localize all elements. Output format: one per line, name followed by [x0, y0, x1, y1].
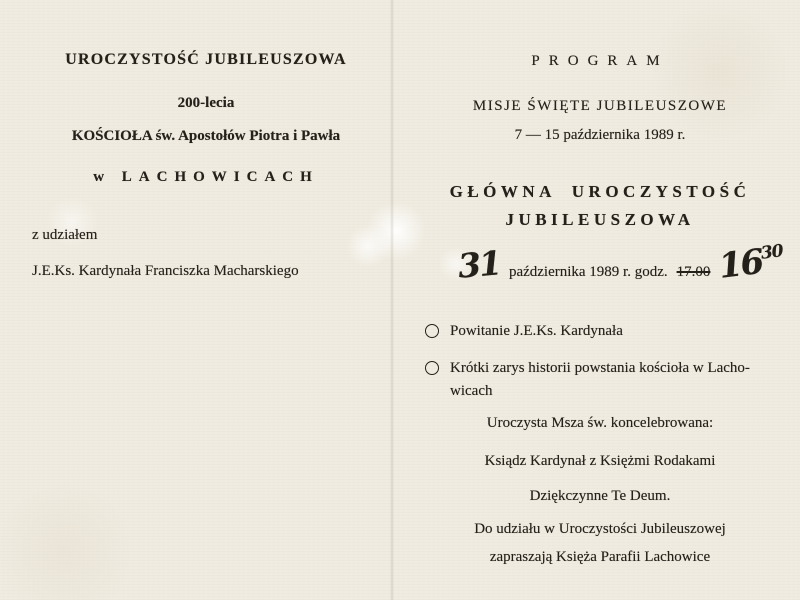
left-page-heading: UROCZYSTOŚĆ JUBILEUSZOWA: [65, 51, 347, 68]
place-line: w LACHOWICACH: [93, 169, 319, 185]
agenda-item-text: Powitanie J.E.Ks. Kardynała: [450, 323, 623, 339]
printed-date-text: października 1989 r. godz.: [508, 264, 668, 280]
church-line: KOŚCIOŁA św. Apostołów Piotra i Pawła: [71, 128, 341, 144]
center-fold-crease: [390, 0, 394, 600]
handwritten-time: [716, 241, 786, 287]
closing-line: Do udziału w Uroczystości Jubileuszowej: [474, 521, 726, 537]
circle-bullet-icon: [425, 361, 439, 375]
missions-dates: 7 — 15 października 1989 r.: [514, 127, 686, 143]
handwritten-minutes: 30: [760, 241, 785, 264]
event-date-line: [456, 241, 785, 287]
agenda-item: [425, 320, 623, 343]
handwritten-day: 31: [456, 243, 502, 286]
circle-bullet-icon: [425, 324, 439, 338]
mass-line: Dziękczynne Te Deum.: [529, 488, 671, 504]
agenda-item: [425, 357, 750, 403]
mass-line: Uroczysta Msza św. koncelebrowana:: [486, 415, 714, 431]
main-heading-line1: GŁÓWNA UROCZYSTOŚĆ: [449, 182, 751, 201]
missions-title: MISJE ŚWIĘTE JUBILEUSZOWE: [472, 98, 728, 114]
agenda-item-text: Krótki zarys historii powstania kościoła w Lacho- wicach: [450, 360, 750, 399]
mass-line: Ksiądz Kardynał z Księżmi Rodakami: [484, 453, 716, 469]
program-heading: PROGRAM: [531, 53, 669, 69]
crossed-out-time: 17.00: [676, 264, 711, 280]
anniversary-line: 200-lecia: [177, 95, 235, 111]
closing-line: zapraszają Księża Parafii Lachowice: [489, 549, 711, 565]
handwritten-hour: 16: [716, 241, 765, 287]
main-heading-line2: JUBILEUSZOWA: [505, 210, 695, 229]
participation-label: z udziałem: [32, 227, 98, 243]
participant-name: J.E.Ks. Kardynała Franciszka Macharskiego: [32, 263, 299, 279]
